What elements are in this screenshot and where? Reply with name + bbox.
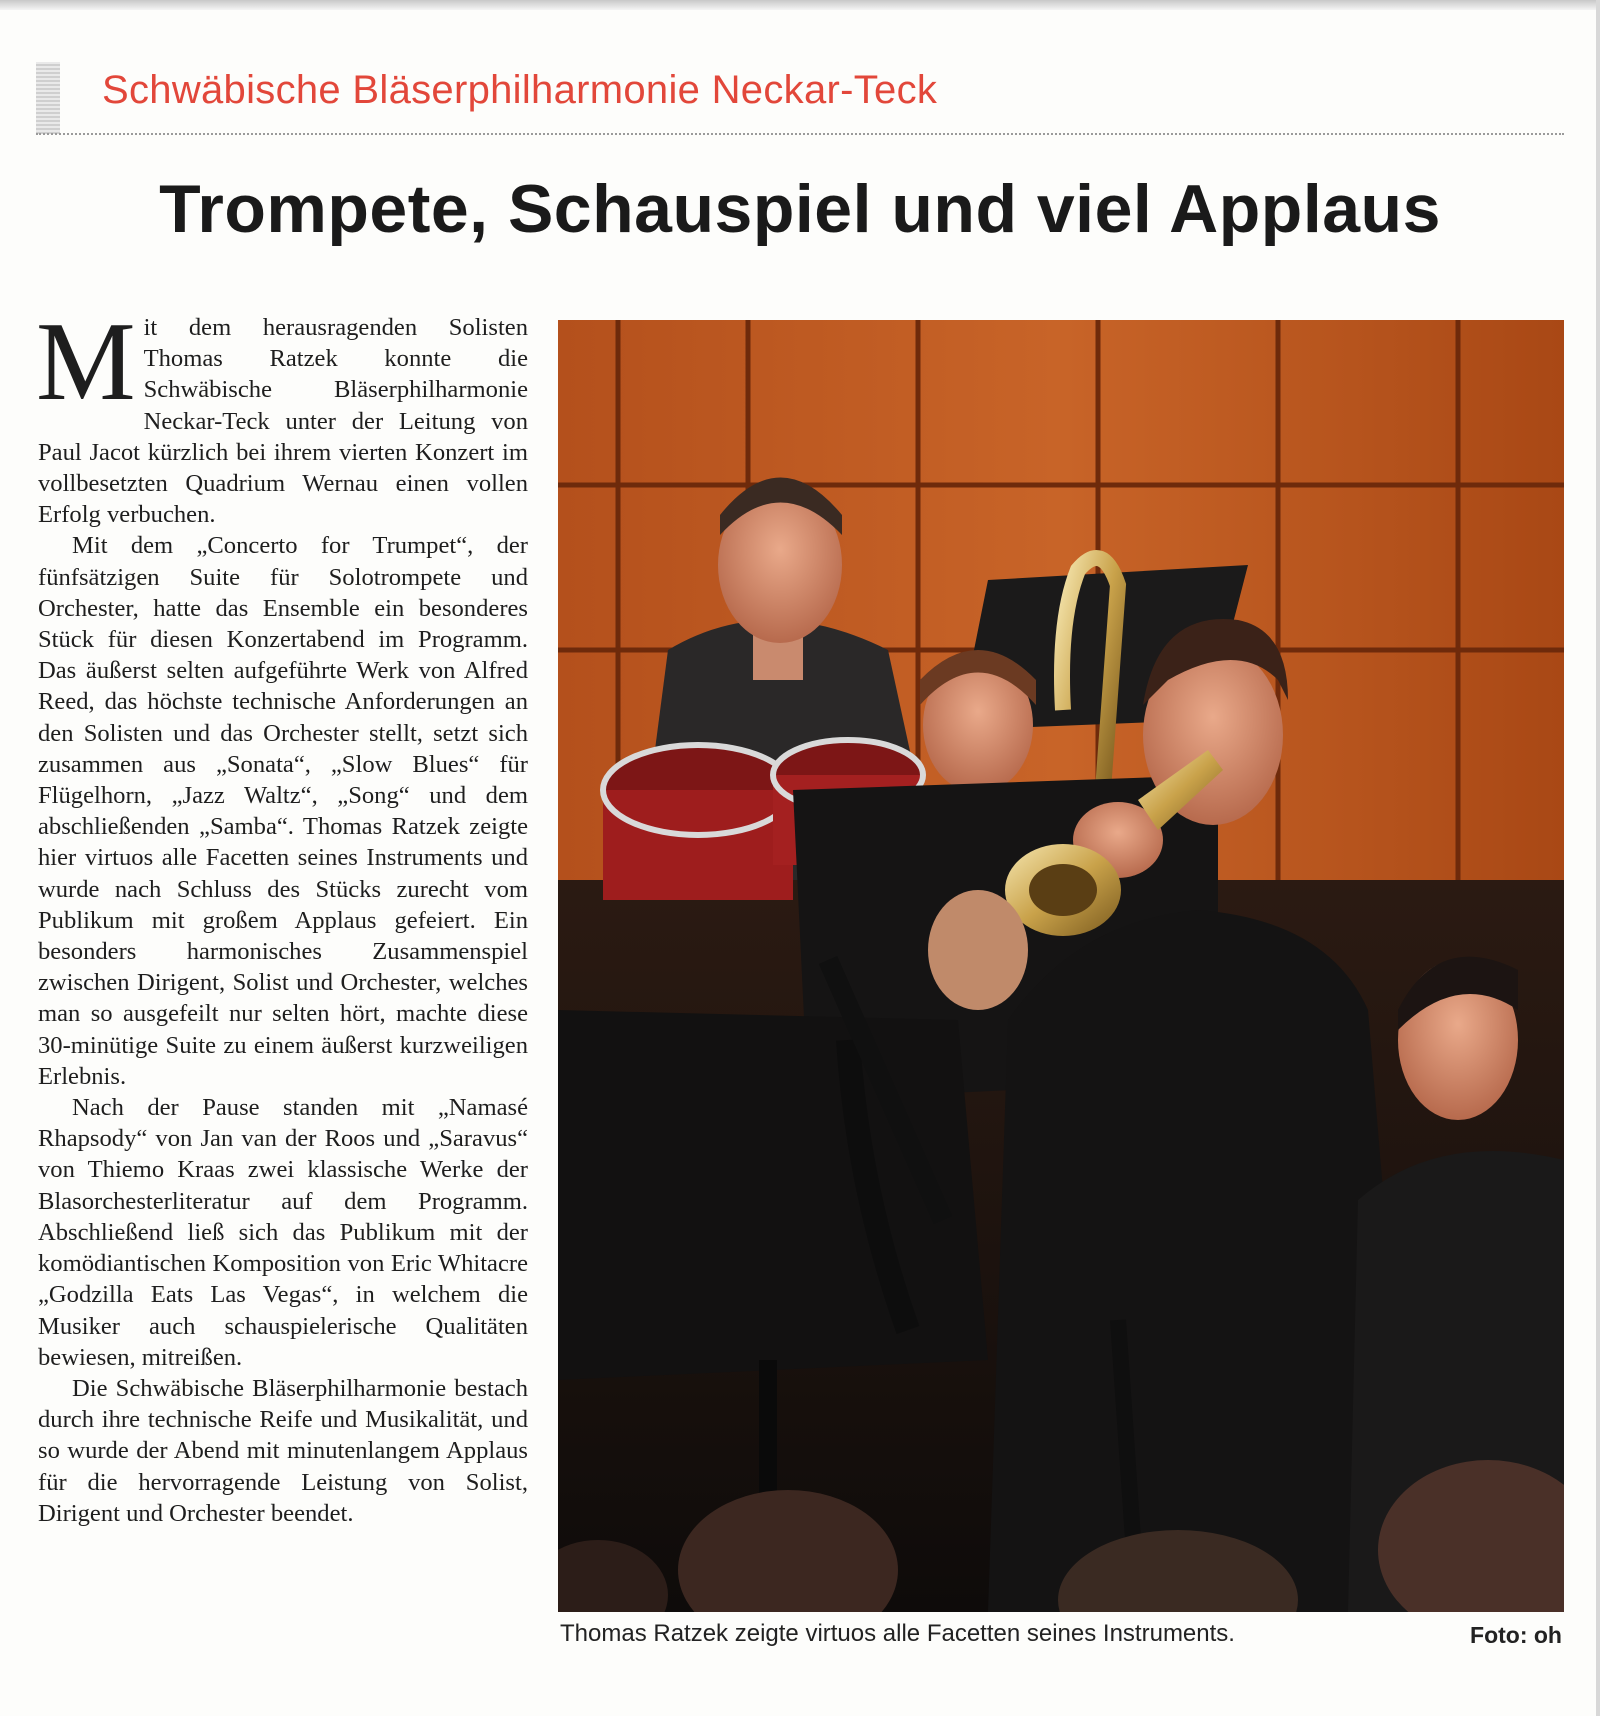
article-paragraph-4: Die Schwäbische Bläserphilharmonie bestach durch ihre technische Reife und Musikalität, und so wurde der Abend mit minutenlangem Applaus für die hervorragende Leistung von Solist, Dirigent und Orchester beendet. <box>38 1374 528 1527</box>
article-headline: Trompete, Schauspiel und viel Applaus <box>159 171 1441 247</box>
photo-credit: Foto: oh <box>1470 1622 1562 1648</box>
article-paragraph-3: Nach der Pause standen mit „Namasé Rhapsody“ von Jan van der Roos und „Saravus“ von Thiemo Kraas zwei klassische Werke der Blasorchesterliteratur auf dem Programm. Abschließend ließ sich das Publikum mit der komödiantischen Komposition von Eric Whitacre „Godzilla Eats Las Vegas“, in welchem die Musiker auch schauspielerische Qualitäten bewiesen, mitreißen. <box>38 1094 528 1371</box>
article-paragraph-2: Mit dem „Concerto for Trumpet“, der fünfsätzigen Suite für Solotrompete und Orchester, hatte das Ensemble ein besonderes Stück für diesen Konzertabend im Programm. Das äußerst selten aufgeführte Werk von Alfred Reed, das höchste technische Anforderungen an den Solisten und das Orchester stellt, setzt sich zusammen aus „Sonata“, „Slow Blues“ für Flügelhorn, „Jazz Waltz“, „Song“ und dem abschließenden „Samba“. Thomas Ratzek zeigte hier virtuos alle Facetten seines Instruments und wurde nach Schluss des Stücks zurecht vom Publikum mit großem Applaus gefeiert. Ein besonders harmonisches Zusammenspiel zwischen Dirigent, Solist und Orchester, welches man so ausgefeilt nur selten hört, machte diese 30-minütige Suite zu einem äußerst kurzweiligen Erlebnis. <box>38 532 528 1090</box>
section-rubric: Schwäbische Bläserphilharmonie Neckar-Teck <box>102 68 938 112</box>
scan-edge-right <box>1596 0 1600 1716</box>
article-body <box>36 300 528 1529</box>
concert-photo-illustration <box>558 320 1564 1612</box>
photo-caption: Thomas Ratzek zeigte virtuos alle Facetten seines Instruments. <box>560 1620 1235 1647</box>
rubric-divider <box>36 133 1564 135</box>
article-paragraph-1 <box>36 300 528 530</box>
concert-photo <box>558 320 1564 1612</box>
drop-cap: M <box>36 300 136 424</box>
rubric-marker <box>36 62 60 134</box>
scan-edge-top <box>0 0 1600 10</box>
paragraph-text: it dem herausragenden Solisten Thomas Ratzek konnte die Schwäbische Bläserphilharmonie Neckar-Teck unter der Leitung von Paul Jacot kürzlich bei ihrem vierten Konzert im vollbesetzten Quadrium Wernau einen vollen Erfolg verbuchen. <box>38 314 528 529</box>
